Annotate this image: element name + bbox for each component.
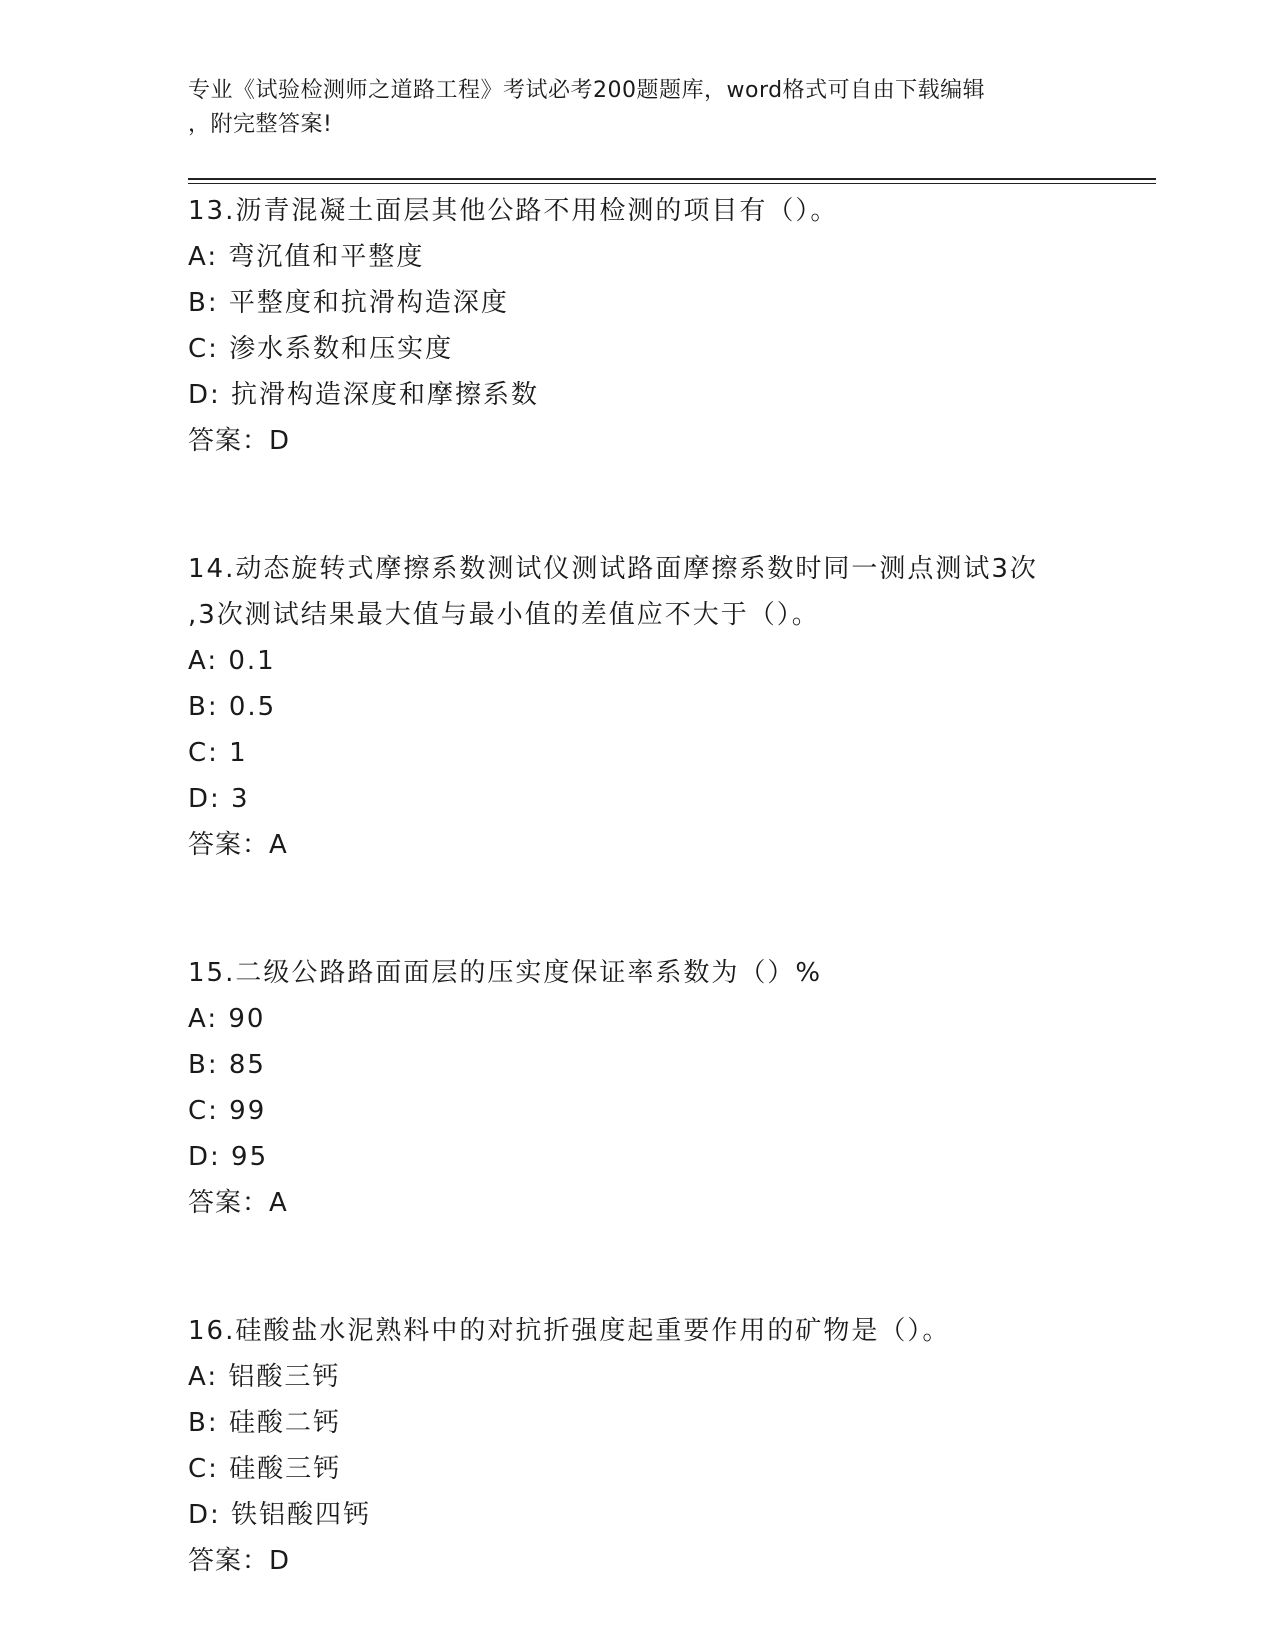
option-a: A: 弯沉值和平整度 <box>188 242 425 272</box>
answer: 答案：D <box>188 426 291 456</box>
answer: 答案：A <box>188 1188 288 1218</box>
answer: 答案：D <box>188 1546 291 1576</box>
question-14 <box>188 546 1108 868</box>
option-c: C: 1 <box>188 738 248 768</box>
header-line-2: ，附完整答案! <box>188 112 333 137</box>
answer: 答案：A <box>188 830 288 860</box>
option-c: C: 硅酸三钙 <box>188 1454 342 1484</box>
option-d: D: 3 <box>188 784 250 814</box>
option-b: B: 平整度和抗滑构造深度 <box>188 288 509 318</box>
option-c: C: 99 <box>188 1096 267 1126</box>
question-stem: 15.二级公路路面面层的压实度保证率系数为（）% <box>188 958 823 988</box>
option-d: D: 抗滑构造深度和摩擦系数 <box>188 380 540 410</box>
question-15 <box>188 950 1108 1226</box>
header-line-1: 专业《试验检测师之道路工程》考试必考200题题库，word格式可自由下载编辑 <box>188 78 986 103</box>
question-stem-cont: ,3次测试结果最大值与最小值的差值应不大于（）。 <box>188 600 820 630</box>
question-13 <box>188 188 1108 464</box>
option-b: B: 85 <box>188 1050 266 1080</box>
option-a: A: 0.1 <box>188 646 276 676</box>
header-divider-thin <box>188 183 1156 184</box>
question-list <box>188 188 1108 1584</box>
question-stem: 16.硅酸盐水泥熟料中的对抗折强度起重要作用的矿物是（）。 <box>188 1316 951 1346</box>
question-stem: 13.沥青混凝土面层其他公路不用检测的项目有（）。 <box>188 196 839 226</box>
document-header <box>188 74 1088 142</box>
option-a: A: 铝酸三钙 <box>188 1362 341 1392</box>
option-d: D: 95 <box>188 1142 269 1172</box>
question-16 <box>188 1308 1108 1584</box>
option-a: A: 90 <box>188 1004 266 1034</box>
option-d: D: 铁铝酸四钙 <box>188 1500 372 1530</box>
header-divider-thick <box>188 178 1156 180</box>
option-b: B: 硅酸二钙 <box>188 1408 341 1438</box>
option-b: B: 0.5 <box>188 692 277 722</box>
option-c: C: 渗水系数和压实度 <box>188 334 454 364</box>
question-stem: 14.动态旋转式摩擦系数测试仪测试路面摩擦系数时同一测点测试3次 <box>188 554 1038 584</box>
